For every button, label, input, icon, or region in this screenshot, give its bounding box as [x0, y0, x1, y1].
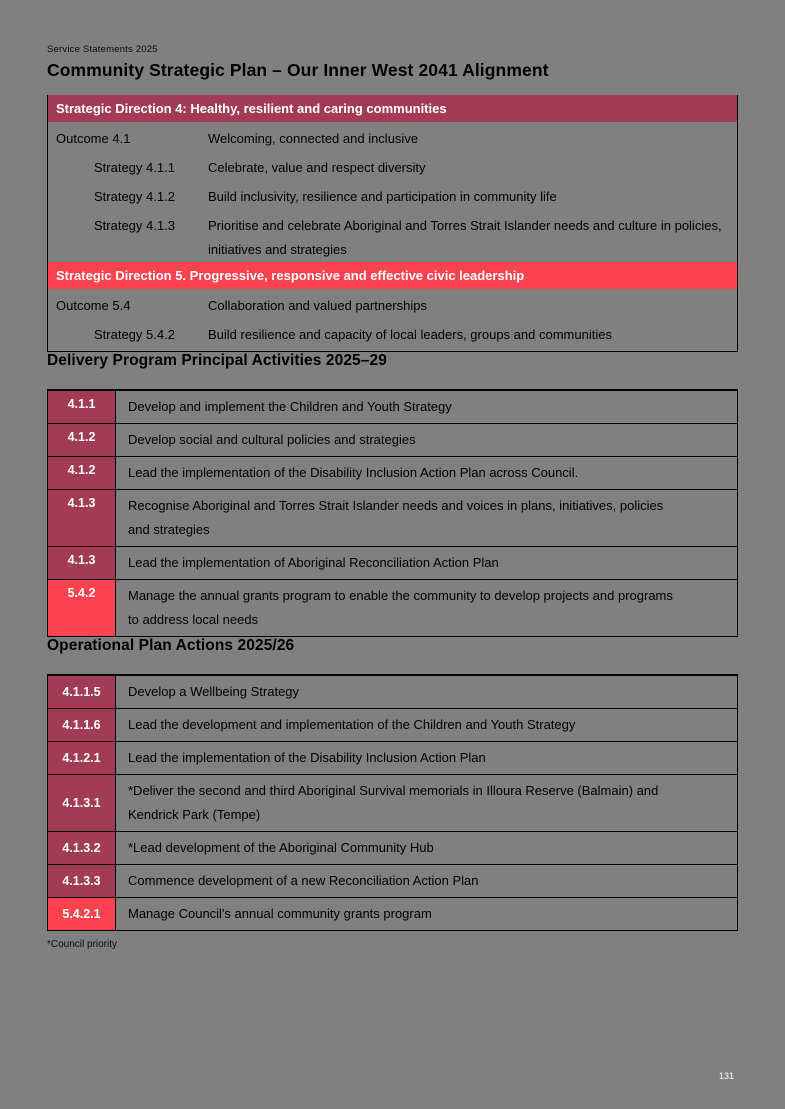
activity-text: Lead the implementation of the Disability Inclusion Action Plan: [128, 750, 486, 765]
activity-row: [48, 709, 737, 742]
activity-row: [48, 832, 737, 865]
activity-code: 4.1.1: [48, 391, 116, 423]
activity-row: [48, 676, 737, 709]
csp-row: [48, 180, 737, 209]
activity-text: Recognise Aboriginal and Torres Strait Islander needs and voices in plans, initiatives, policies and strategies: [128, 498, 664, 537]
activity-row: [48, 547, 737, 580]
activity-code: 5.4.2: [48, 580, 116, 636]
activity-code: 4.1.2: [48, 457, 116, 489]
activity-row: [48, 775, 737, 832]
csp-row-text: Collaboration and valued partnerships: [208, 298, 427, 313]
csp-row-label: Strategy 4.1.2: [94, 189, 175, 204]
activity-row: [48, 898, 737, 930]
council-priority-footnote: *Council priority: [47, 939, 118, 950]
activity-row: [48, 865, 737, 898]
csp-row-label: Strategy 5.4.2: [94, 327, 175, 342]
activity-text: Lead the implementation of Aboriginal Reconciliation Action Plan: [128, 555, 499, 570]
activity-code: 4.1.1.6: [48, 709, 116, 741]
activity-code: 4.1.2.1: [48, 742, 116, 774]
csp-row: [48, 209, 737, 262]
csp-row-text: Welcoming, connected and inclusive: [208, 131, 419, 146]
csp-row-text: Celebrate, value and respect diversity: [208, 160, 426, 175]
delivery-program-table: [47, 389, 738, 637]
csp-row-label: Outcome 4.1: [56, 131, 131, 146]
activity-text: Develop and implement the Children and Youth Strategy: [128, 399, 452, 414]
activity-code: 4.1.3.1: [48, 775, 116, 831]
activity-code: 4.1.1.5: [48, 676, 116, 708]
strategic-direction-header: Strategic Direction 4: Healthy, resilient and caring communities: [48, 95, 737, 122]
activity-text: Manage Council's annual community grants program: [128, 906, 432, 921]
csp-row-label: Outcome 5.4: [56, 298, 131, 313]
activity-code: 4.1.3.2: [48, 832, 116, 864]
csp-row-label: Strategy 4.1.3: [94, 218, 175, 233]
activity-row: [48, 457, 737, 490]
csp-row: [48, 122, 737, 151]
activity-code: 4.1.3: [48, 490, 116, 546]
csp-row-label: Strategy 4.1.1: [94, 160, 175, 175]
activity-text: Commence development of a new Reconciliation Action Plan: [128, 873, 479, 888]
activity-row: [48, 391, 737, 424]
csp-row-text: Build inclusivity, resilience and participation in community life: [208, 189, 557, 204]
activity-row: [48, 490, 737, 547]
delivery-program-heading: Delivery Program Principal Activities 2025–29: [47, 352, 387, 369]
activity-text: Develop social and cultural policies and strategies: [128, 432, 416, 447]
activity-row: [48, 580, 737, 636]
activity-text: Lead the development and implementation of the Children and Youth Strategy: [128, 717, 576, 732]
activity-text: *Lead development of the Aboriginal Community Hub: [128, 840, 434, 855]
operational-plan-heading: Operational Plan Actions 2025/26: [47, 637, 295, 654]
operational-plan-table: [47, 674, 738, 931]
activity-row: [48, 742, 737, 775]
page-number: 131: [718, 1071, 734, 1081]
activity-text: Lead the implementation of the Disability Inclusion Action Plan across Council.: [128, 465, 579, 480]
activity-code: 4.1.2: [48, 424, 116, 456]
activity-row: [48, 424, 737, 457]
activity-code: 5.4.2.1: [48, 898, 116, 930]
strategic-direction-header: Strategic Direction 5. Progressive, responsive and effective civic leadership: [48, 262, 737, 289]
csp-row-text: Build resilience and capacity of local leaders, groups and communities: [208, 327, 612, 342]
activity-code: 4.1.3.3: [48, 865, 116, 897]
activity-text: *Deliver the second and third Aboriginal Survival memorials in Illoura Reserve (Balmain) and Kendrick Park (Tempe): [128, 783, 659, 822]
csp-alignment-table: [47, 95, 738, 352]
activity-text: Manage the annual grants program to enable the community to develop projects and programs to address local needs: [128, 588, 673, 627]
activity-code: 4.1.3: [48, 547, 116, 579]
csp-row: [48, 151, 737, 180]
document-eyebrow: Service Statements 2025: [47, 44, 158, 55]
activity-text: Develop a Wellbeing Strategy: [128, 684, 300, 699]
csp-row-text: Prioritise and celebrate Aboriginal and Torres Strait Islander needs and culture in policies, initiatives and strategies: [208, 218, 722, 257]
page-title: Community Strategic Plan – Our Inner West 2041 Alignment: [47, 60, 549, 80]
csp-row: [48, 318, 737, 347]
csp-row: [48, 289, 737, 318]
